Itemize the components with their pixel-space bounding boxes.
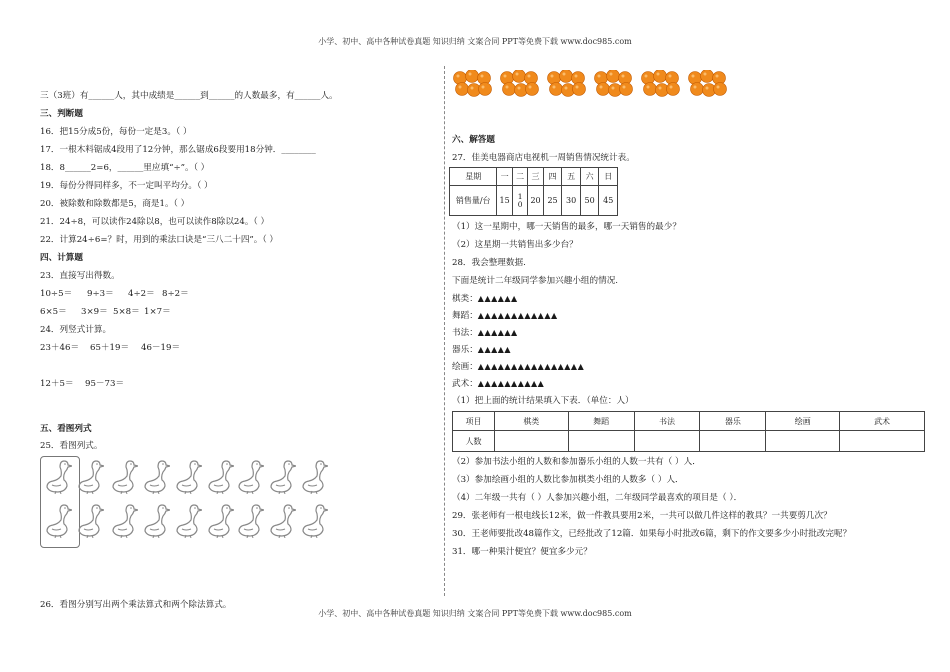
table-header-cell: 绘画: [766, 412, 840, 431]
right-column-bottom: [452, 0, 932, 672]
question-20: 20．被除数和除数都是5，商是1。（ ）: [40, 199, 190, 209]
vertical-calc-item: 12＋5＝: [40, 379, 74, 389]
table-cell: 20: [528, 186, 543, 216]
calc-item: 6×5＝: [40, 307, 67, 317]
question-26: 26．看图分别写出两个乘法算式和两个除法算式。: [40, 600, 232, 610]
triangle-marks: ▲▲▲▲▲▲▲▲▲▲: [477, 379, 545, 388]
goose-icon: [76, 502, 104, 538]
goose-icon: [236, 502, 264, 538]
group-label: 武术：: [452, 379, 478, 389]
section-3-title: 三、判断题: [40, 109, 83, 119]
question-21: 21．24÷8，可以读作24除以8，也可以读作8除以24。（ ）: [40, 217, 270, 227]
goose-icon: [44, 502, 72, 538]
goose-icon: [236, 458, 264, 494]
question-28-intro: 下面是统计二年级同学参加兴趣小组的情况.: [452, 276, 619, 286]
goose-icon: [142, 502, 170, 538]
question-31: 31．哪一种果汁便宜？便宜多少元？: [452, 547, 592, 557]
table-header-cell: 三: [528, 168, 543, 186]
table-header-cell: 武术: [840, 412, 925, 431]
vertical-calc-item: 95－73＝: [85, 379, 125, 389]
triangle-marks: ▲▲▲▲▲▲: [477, 294, 518, 303]
calc-item: 4÷2＝: [128, 289, 155, 299]
table-header-cell: 星期: [450, 168, 497, 186]
question-24: 24．列竖式计算。: [40, 325, 112, 335]
table-header-cell: 四: [543, 168, 562, 186]
goose-icon: [268, 458, 296, 494]
group-label: 棋类：: [452, 294, 478, 304]
question-28-1: （1）把上面的统计结果填入下表．（单位：人）: [452, 396, 634, 406]
table-header-cell: 舞蹈: [568, 412, 634, 431]
q15-line: 三（3班）有______人，其中成绩是______到______的人数最多，有______人。: [40, 91, 338, 101]
vertical-calc-item: 65＋19＝: [90, 343, 130, 353]
calc-item: 9÷3＝: [87, 289, 114, 299]
calc-item: 5×8＝: [113, 307, 140, 317]
question-22: 22．计算24÷6=？时，用到的乘法口诀是“三八二十四”。（ ）: [40, 235, 279, 245]
question-23: 23．直接写出得数。: [40, 271, 120, 281]
goose-icon: [268, 502, 296, 538]
page-footer: 小学、初中、高中各种试卷真题 知识归纳 文案合同 PPT等免费下载 www.doc985.com: [318, 609, 632, 618]
goose-icon: [44, 458, 72, 494]
table-cell: 10: [512, 186, 527, 216]
table-header-cell: 二: [512, 168, 527, 186]
question-17: 17．一根木料锯成4段用了12分钟，那么锯成6段要用18分钟．________: [40, 145, 316, 155]
table-cell: 15: [497, 186, 512, 216]
question-28: 28．我会整理数据.: [452, 258, 526, 268]
triangle-marks: ▲▲▲▲▲: [477, 345, 512, 354]
column-divider: [444, 66, 445, 596]
calc-item: 1×7＝: [144, 307, 171, 317]
table-header-cell: 书法: [634, 412, 700, 431]
question-27-2: （2）这星期一共销售出多少台？: [452, 240, 578, 250]
question-25: 25．看图列式。: [40, 441, 103, 451]
table-header-cell: 器乐: [700, 412, 766, 431]
goose-icon: [110, 502, 138, 538]
section-6-title: 六、解答题: [452, 135, 495, 145]
table-header-cell: 棋类: [494, 412, 568, 431]
group-label: 器乐：: [452, 345, 478, 355]
question-27-1: （1）这一星期中，哪一天销售的最多，哪一天销售的最少？: [452, 222, 681, 232]
triangle-marks: ▲▲▲▲▲▲: [477, 328, 518, 337]
section-4-title: 四、计算题: [40, 253, 83, 263]
page-header: 小学、初中、高中各种试卷真题 知识归纳 文案合同 PPT等免费下载 www.doc985.com: [318, 37, 632, 46]
table-cell: 30: [562, 186, 581, 216]
question-28-2: （2）参加书法小组的人数和参加器乐小组的人数一共有（ ）人．: [452, 457, 701, 467]
table-header-cell: 一: [497, 168, 512, 186]
group-label: 书法：: [452, 328, 478, 338]
section-5-title: 五、看图列式: [40, 424, 92, 434]
vertical-calc-item: 46－19＝: [141, 343, 181, 353]
question-18: 18．8______2=6，______里应填“÷”。（ ）: [40, 163, 210, 173]
question-29: 29．张老师有一根电线长12米，做一件教具要用2米，一共可以做几件这样的教具？一共要剪几次？: [452, 511, 832, 521]
calc-item: 8÷2＝: [162, 289, 189, 299]
question-27: 27．佳美电器商店电视机一周销售情况统计表。: [452, 153, 635, 163]
triangle-marks: ▲▲▲▲▲▲▲▲▲▲▲▲▲▲▲▲: [477, 362, 585, 371]
left-column: [40, 0, 440, 672]
goose-icon: [206, 502, 234, 538]
question-16: 16．把15分成5份，每份一定是3。（ ）: [40, 127, 192, 137]
table-header-cell: 日: [599, 168, 618, 186]
table-row-label: 销售量/台: [450, 186, 497, 216]
goose-icon: [206, 458, 234, 494]
question-19: 19．每份分得同样多，不一定叫平均分。（ ）: [40, 181, 213, 191]
group-label: 绘画：: [452, 362, 478, 372]
table-header-cell: 六: [580, 168, 599, 186]
question-30: 30．王老师要批改48篇作文，已经批改了12篇．如果每小时批改6篇，剩下的作文要多少小时批改完呢？: [452, 529, 852, 539]
question-28-3: （3）参加绘画小组的人数比参加棋类小组的人数多（ ）人．: [452, 475, 684, 485]
question-28-4: （4）二年级一共有（ ）人参加兴趣小组，二年级同学最喜欢的项目是（ ）．: [452, 493, 743, 503]
goose-icon: [300, 458, 328, 494]
goose-icon: [76, 458, 104, 494]
vertical-calc-item: 23＋46＝: [40, 343, 80, 353]
group-label: 舞蹈：: [452, 311, 478, 321]
table-header-cell: 项目: [453, 412, 495, 431]
goose-icon: [174, 502, 202, 538]
calc-item: 10÷5＝: [40, 289, 73, 299]
table-cell: 25: [543, 186, 562, 216]
table-header-cell: 五: [562, 168, 581, 186]
goose-icon: [110, 458, 138, 494]
table-cell: 50: [580, 186, 599, 216]
goose-icon: [300, 502, 328, 538]
table-row-label: 人数: [453, 431, 495, 452]
table-cell: 45: [599, 186, 618, 216]
triangle-marks: ▲▲▲▲▲▲▲▲▲▲▲▲: [477, 311, 558, 320]
goose-icon: [174, 458, 202, 494]
goose-icon: [142, 458, 170, 494]
calc-item: 3×9＝: [81, 307, 108, 317]
